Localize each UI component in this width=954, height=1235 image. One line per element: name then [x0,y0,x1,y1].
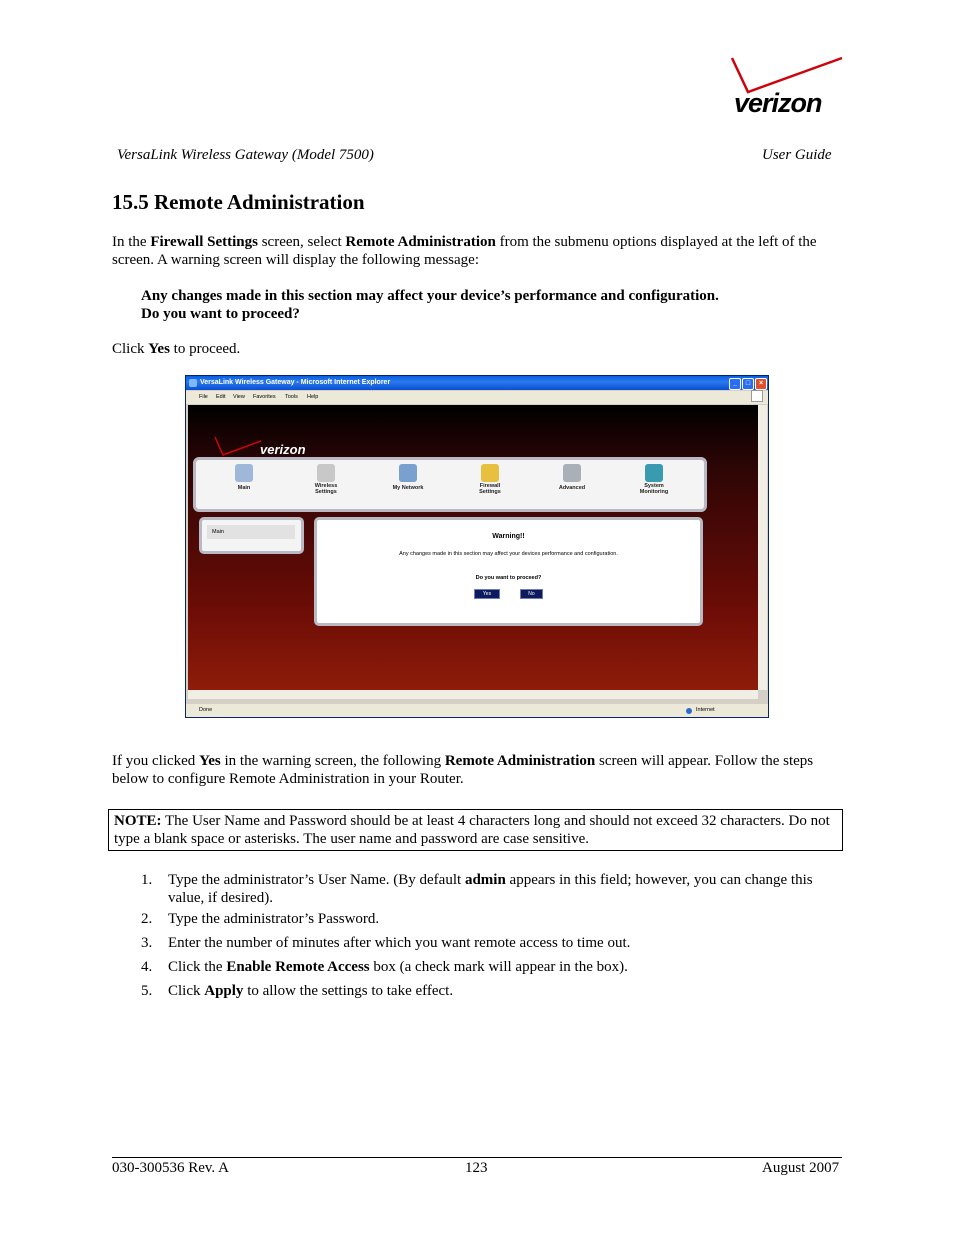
firewall-icon [481,464,499,482]
page-content [188,405,758,690]
yes-button[interactable]: Yes [474,589,500,599]
dialog-question: Do you want to proceed? [475,575,542,581]
browser-screenshot [185,375,769,718]
close-icon[interactable]: × [755,378,767,390]
menu-view[interactable]: View [233,394,245,400]
ie-icon [189,379,197,387]
status-internet: Internet [696,707,715,713]
step-4: 4. Click the Enable Remote Access box (a check mark will appear in the box). [141,959,628,975]
after-paragraph: If you clicked Yes in the warning screen, the following Remote Administration screen will appear. Follow the steps below to configure Remote Administration in your Router. [112,753,814,787]
intro-paragraph: In the Firewall Settings screen, select Remote Administration from the submenu options displayed at the left of the screen. A warning screen will display the following message: [112,234,817,268]
document-type: User Guide [762,147,832,163]
note-text: The User Name and Password should be at least 4 characters long and should not exceed 32 characters. Do not type a blank space or asterisks. The user name and password are case sensitive. [114,813,830,847]
footer-date: August 2007 [762,1160,840,1176]
warning-line-1: Any changes made in this section may affect your device’s performance and configuration. [141,288,719,304]
step-1: 1. Type the administrator’s User Name. (By default admin appears in this field; however, you can change this value, if desired). [141,872,813,906]
mini-verizon-logo: verizon [260,442,306,457]
dialog-message: Any changes made in this section may affect your devices performance and configuration. [399,551,618,557]
nav-main[interactable]: Main [214,460,274,509]
no-button[interactable]: No [520,589,543,599]
vertical-scrollbar[interactable] [758,405,767,690]
nav-wireless-settings[interactable]: Wireless Settings [296,460,356,509]
main-navigation [193,457,707,512]
status-bar [186,704,768,717]
windows-flag-icon [751,390,763,402]
menu-file[interactable]: File [199,394,208,400]
nav-my-network[interactable]: My Network [378,460,438,509]
nav-firewall-settings[interactable]: Firewall Settings [460,460,520,509]
note-label: NOTE: [114,813,162,829]
menu-help[interactable]: Help [307,394,319,400]
network-icon [399,464,417,482]
step-2: 2. Type the administrator’s Password. [141,911,380,927]
mini-verizon-check-icon [213,435,263,459]
internet-zone-icon [686,708,692,714]
wireless-icon [317,464,335,482]
note-box [108,809,843,851]
maximize-icon[interactable]: □ [742,378,754,390]
menu-edit[interactable]: Edit [216,394,226,400]
click-yes-paragraph: Click Yes to proceed. [112,341,241,357]
advanced-icon [563,464,581,482]
status-done: Done [199,707,213,713]
dialog-title: Warning!! [492,533,525,540]
document-title: VersaLink Wireless Gateway (Model 7500) [117,147,374,163]
side-menu [199,517,304,554]
menu-favorites[interactable]: Favorites [253,394,276,400]
verizon-logo [726,52,846,122]
horizontal-scrollbar[interactable] [188,690,758,699]
nav-system-monitoring[interactable]: System Monitoring [624,460,684,509]
page-number: 123 [465,1160,488,1176]
menu-bar [186,391,768,404]
window-title: VersaLink Wireless Gateway - Microsoft Internet Explorer [200,379,391,386]
main-icon [235,464,253,482]
minimize-icon[interactable]: _ [729,378,741,390]
step-5: 5. Click Apply to allow the settings to take effect. [141,983,454,999]
step-3: 3. Enter the number of minutes after which you want remote access to time out. [141,935,631,951]
menu-tools[interactable]: Tools [285,394,298,400]
section-title: 15.5 Remote Administration [112,190,365,214]
footer-revision: 030-300536 Rev. A [112,1160,229,1176]
footer-divider [112,1157,842,1158]
side-item-main[interactable]: Main [207,525,295,539]
window-titlebar [186,376,768,390]
nav-advanced[interactable]: Advanced [542,460,602,509]
warning-line-2: Do you want to proceed? [141,306,300,322]
monitoring-icon [645,464,663,482]
warning-dialog [314,517,703,626]
verizon-logo-text: verizon [734,88,822,118]
